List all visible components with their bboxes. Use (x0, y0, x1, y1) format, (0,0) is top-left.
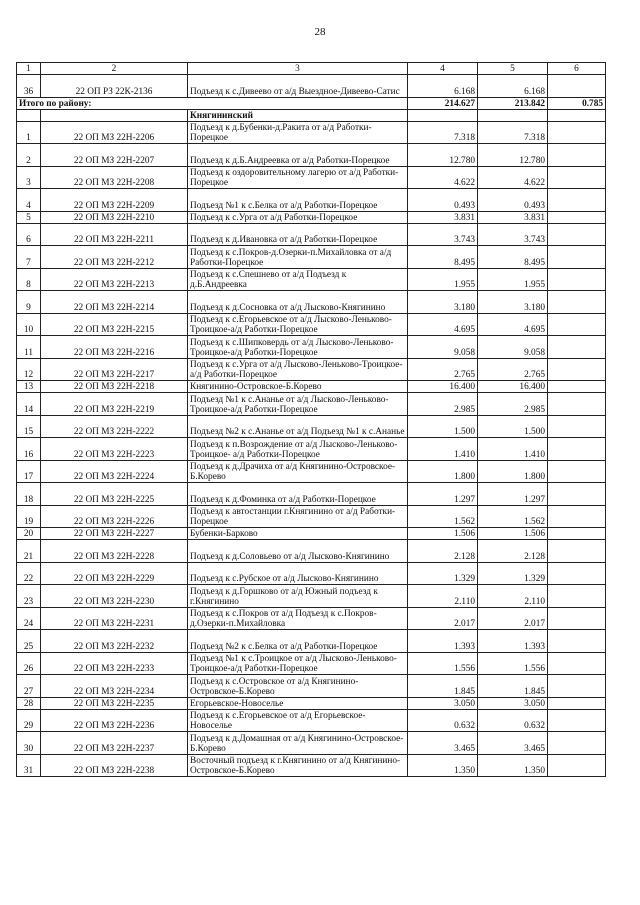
length-col6 (548, 166, 606, 189)
road-code: 22 ОП МЗ 22Н-2213 (41, 268, 188, 291)
length-col6 (548, 313, 606, 336)
road-code: 22 ОП МЗ 22Н-2208 (41, 166, 188, 189)
length-col4: 9.058 (408, 336, 478, 359)
row-number: 22 (17, 562, 41, 585)
table-header-row (17, 63, 606, 75)
table-row (17, 754, 606, 777)
road-code: 22 ОП МЗ 22Н-2225 (41, 483, 188, 506)
length-col6 (548, 438, 606, 461)
table-row (17, 675, 606, 698)
length-col4: 4.622 (408, 166, 478, 189)
length-col4: 2.128 (408, 540, 478, 563)
length-col4: 1.556 (408, 652, 478, 675)
column-number-header: 4 (408, 63, 478, 75)
length-col4: 1.393 (408, 630, 478, 653)
table-row (17, 732, 606, 755)
length-col4: 4.695 (408, 313, 478, 336)
length-col4: 7.318 (408, 121, 478, 144)
length-col4: 16.400 (408, 381, 478, 393)
road-code: 22 ОП МЗ 22Н-2231 (41, 607, 188, 630)
table-row (17, 313, 606, 336)
length-col5: 2.128 (478, 540, 548, 563)
length-col5: 1.800 (478, 460, 548, 483)
column-number-header: 5 (478, 63, 548, 75)
road-name: Восточный подъезд к г.Княгинино от а/д Княгинино-Островское-Б.Корево (188, 754, 408, 777)
road-name: Подъезд №1 к с.Ананье от а/д Лысково-Леньково-Троицкое-а/д Работки-Порецкое (188, 393, 408, 416)
table-row (17, 483, 606, 506)
road-code: 22 ОП МЗ 22Н-2229 (41, 562, 188, 585)
length-col6 (548, 607, 606, 630)
table-row (17, 697, 606, 709)
length-col6 (548, 562, 606, 585)
length-col5: 3.050 (478, 697, 548, 709)
length-col6 (548, 189, 606, 212)
row-number: 8 (17, 268, 41, 291)
row-number: 11 (17, 336, 41, 359)
row-number: 19 (17, 505, 41, 528)
row-number: 20 (17, 528, 41, 540)
length-col5: 4.622 (478, 166, 548, 189)
total-length-col4: 214.627 (408, 97, 478, 109)
table-row (17, 460, 606, 483)
row-number: 21 (17, 540, 41, 563)
table-row (17, 144, 606, 167)
road-code: 22 ОП МЗ 22Н-2228 (41, 540, 188, 563)
row-number: 14 (17, 393, 41, 416)
length-col4: 0.493 (408, 189, 478, 212)
table-row (17, 393, 606, 416)
district-name: Княгининский (188, 109, 408, 121)
row-number: 28 (17, 697, 41, 709)
length-col5: 2.985 (478, 393, 548, 416)
length-col6 (548, 675, 606, 698)
length-col4: 1.506 (408, 528, 478, 540)
row-number: 17 (17, 460, 41, 483)
empty-cell (41, 109, 188, 121)
road-code: 22 ОП МЗ 22Н-2206 (41, 121, 188, 144)
length-col6 (548, 211, 606, 223)
road-name: Княгинино-Островское-Б.Корево (188, 381, 408, 393)
length-col4: 1.297 (408, 483, 478, 506)
road-name: Подъезд к с.Егорьевское от а/д Егорьевское-Новоселье (188, 709, 408, 732)
length-col4: 3.180 (408, 291, 478, 314)
row-number: 7 (17, 246, 41, 269)
length-col4: 2.765 (408, 358, 478, 381)
length-col6 (548, 505, 606, 528)
length-col5: 3.743 (478, 223, 548, 246)
road-code: 22 ОП МЗ 22Н-2237 (41, 732, 188, 755)
road-name: Подъезд к с.Покров от а/д Подъезд к с.Покров-д.Озерки-п.Михайловка (188, 607, 408, 630)
road-code: 22 ОП МЗ 22Н-2238 (41, 754, 188, 777)
length-col5: 8.495 (478, 246, 548, 269)
length-col5: 2.765 (478, 358, 548, 381)
empty-cell (548, 109, 606, 121)
length-col5: 9.058 (478, 336, 548, 359)
road-name: Подъезд к д.Драчиха от а/д Княгинино-Островское-Б.Корево (188, 460, 408, 483)
road-name: Подъезд №1 к с.Белка от а/д Работки-Порецкое (188, 189, 408, 212)
row-number: 6 (17, 223, 41, 246)
table-row (17, 505, 606, 528)
empty-cell (478, 109, 548, 121)
table-row (17, 246, 606, 269)
length-col6 (548, 246, 606, 269)
road-name: Подъезд к с.Рубское от а/д Лысково-Княгинино (188, 562, 408, 585)
road-name: Подъезд к п.Возрождение от а/д Лысково-Леньково-Троицкое- а/д Работки-Порецкое (188, 438, 408, 461)
length-col6 (548, 697, 606, 709)
row-number: 30 (17, 732, 41, 755)
road-name: Егорьевское-Новоселье (188, 697, 408, 709)
road-code: 22 ОП МЗ 22Н-2235 (41, 697, 188, 709)
length-col4: 2.110 (408, 585, 478, 608)
road-name: Бубенки-Барково (188, 528, 408, 540)
road-code: 22 ОП МЗ 22Н-2219 (41, 393, 188, 416)
length-col6 (548, 381, 606, 393)
length-col6 (548, 630, 606, 653)
length-col5: 3.831 (478, 211, 548, 223)
road-name: Подъезд к д.Бубенки-д.Ракита от а/д Работки-Порецкое (188, 121, 408, 144)
length-col6 (548, 223, 606, 246)
length-col5: 1.506 (478, 528, 548, 540)
road-code: 22 ОП МЗ 22Н-2222 (41, 415, 188, 438)
table-row (17, 211, 606, 223)
road-name: Подъезд к с.Островское от а/д Княгинино-Островское-Б.Корево (188, 675, 408, 698)
length-col6 (548, 393, 606, 416)
row-number: 15 (17, 415, 41, 438)
length-col4: 1.562 (408, 505, 478, 528)
district-total-row (17, 97, 606, 109)
row-number: 12 (17, 358, 41, 381)
road-name: Подъезд к с.Покров-д.Озерки-п.Михайловка от а/д Работки-Порецкое (188, 246, 408, 269)
road-name: Подъезд №2 к с.Ананье от а/д Подъезд №1 к с.Ананье (188, 415, 408, 438)
table-row (17, 562, 606, 585)
length-col5: 1.393 (478, 630, 548, 653)
total-label: Итого по району: (17, 97, 408, 109)
road-name: Подъезд к с.Дивеево от а/д Выездное-Дивеево-Сатис (188, 75, 408, 98)
road-name: Подъезд к с.Спешнево от а/д Подъезд к д.Б.Андреевка (188, 268, 408, 291)
road-code: 22 ОП МЗ 22Н-2217 (41, 358, 188, 381)
empty-cell (408, 109, 478, 121)
length-col6 (548, 144, 606, 167)
road-name: Подъезд к д.Б.Андреевка от а/д Работки-Порецкое (188, 144, 408, 167)
length-col6 (548, 528, 606, 540)
table-row (17, 652, 606, 675)
table-row (17, 291, 606, 314)
length-col5: 1.556 (478, 652, 548, 675)
length-col4: 1.350 (408, 754, 478, 777)
length-col4: 1.500 (408, 415, 478, 438)
row-number: 36 (17, 75, 41, 98)
length-col5: 3.465 (478, 732, 548, 755)
road-code: 22 ОП МЗ 22Н-2230 (41, 585, 188, 608)
table-row (17, 607, 606, 630)
length-col5: 3.180 (478, 291, 548, 314)
length-col6 (548, 709, 606, 732)
road-name: Подъезд к д.Ивановка от а/д Работки-Порецкое (188, 223, 408, 246)
road-name: Подъезд к д.Горшково от а/д Южный подъезд к г.Княгинино (188, 585, 408, 608)
length-col4: 1.955 (408, 268, 478, 291)
length-col5: 6.168 (478, 75, 548, 98)
length-col5: 16.400 (478, 381, 548, 393)
table-row (17, 121, 606, 144)
length-col5: 0.493 (478, 189, 548, 212)
length-col4: 3.831 (408, 211, 478, 223)
length-col4: 1.845 (408, 675, 478, 698)
table-row (17, 223, 606, 246)
row-number: 2 (17, 144, 41, 167)
road-code: 22 ОП РЗ 22К-2136 (41, 75, 188, 98)
road-code: 22 ОП МЗ 22Н-2211 (41, 223, 188, 246)
length-col6 (548, 268, 606, 291)
road-code: 22 ОП МЗ 22Н-2226 (41, 505, 188, 528)
road-code: 22 ОП МЗ 22Н-2236 (41, 709, 188, 732)
table-row (17, 528, 606, 540)
row-number: 16 (17, 438, 41, 461)
page-number: 28 (314, 26, 326, 38)
road-code: 22 ОП МЗ 22Н-2209 (41, 189, 188, 212)
length-col4: 6.168 (408, 75, 478, 98)
road-name: Подъезд к с.Урга от а/д Лысково-Леньково-Троицкое-а/д Работки-Порецкое (188, 358, 408, 381)
road-code: 22 ОП МЗ 22Н-2214 (41, 291, 188, 314)
column-number-header: 2 (41, 63, 188, 75)
row-number: 4 (17, 189, 41, 212)
road-code: 22 ОП МЗ 22Н-2234 (41, 675, 188, 698)
column-number-header: 1 (17, 63, 41, 75)
length-col5: 4.695 (478, 313, 548, 336)
total-length-col6: 0.785 (548, 97, 606, 109)
table-row (17, 630, 606, 653)
length-col4: 3.050 (408, 697, 478, 709)
road-code: 22 ОП МЗ 22Н-2207 (41, 144, 188, 167)
row-number: 23 (17, 585, 41, 608)
row-number: 3 (17, 166, 41, 189)
length-col4: 2.017 (408, 607, 478, 630)
length-col5: 2.017 (478, 607, 548, 630)
length-col6 (548, 754, 606, 777)
length-col6 (548, 732, 606, 755)
road-name: Подъезд к д.Фоминка от а/д Работки-Порецкое (188, 483, 408, 506)
length-col4: 3.465 (408, 732, 478, 755)
length-col4: 2.985 (408, 393, 478, 416)
length-col5: 7.318 (478, 121, 548, 144)
table-row (17, 268, 606, 291)
road-name: Подъезд к д.Соловьево от а/д Лысково-Княгинино (188, 540, 408, 563)
length-col5: 1.845 (478, 675, 548, 698)
length-col5: 1.562 (478, 505, 548, 528)
table-row (17, 336, 606, 359)
length-col4: 12.780 (408, 144, 478, 167)
row-number: 27 (17, 675, 41, 698)
table-row (17, 75, 606, 98)
road-code: 22 ОП МЗ 22Н-2224 (41, 460, 188, 483)
road-code: 22 ОП МЗ 22Н-2218 (41, 381, 188, 393)
length-col4: 1.800 (408, 460, 478, 483)
length-col5: 1.500 (478, 415, 548, 438)
road-code: 22 ОП МЗ 22Н-2223 (41, 438, 188, 461)
length-col5: 2.110 (478, 585, 548, 608)
empty-cell (17, 109, 41, 121)
road-name: Подъезд к с.Шипковердь от а/д Лысково-Леньково-Троицкое-а/д Работки-Порецкое (188, 336, 408, 359)
row-number: 18 (17, 483, 41, 506)
length-col6 (548, 121, 606, 144)
road-name: Подъезд к д.Сосновка от а/д Лысково-Княгинино (188, 291, 408, 314)
road-name: Подъезд к оздоровительному лагерю от а/д Работки-Порецкое (188, 166, 408, 189)
table-row (17, 189, 606, 212)
row-number: 13 (17, 381, 41, 393)
road-name: Подъезд №1 к с.Троицкое от а/д Лысково-Леньково-Троицкое-а/д Работки-Порецкое (188, 652, 408, 675)
table-row (17, 166, 606, 189)
length-col6 (548, 358, 606, 381)
road-code: 22 ОП МЗ 22Н-2210 (41, 211, 188, 223)
length-col5: 0.632 (478, 709, 548, 732)
length-col6 (548, 483, 606, 506)
district-header-row (17, 109, 606, 121)
row-number: 29 (17, 709, 41, 732)
row-number: 26 (17, 652, 41, 675)
road-code: 22 ОП МЗ 22Н-2233 (41, 652, 188, 675)
table-row (17, 381, 606, 393)
road-code: 22 ОП МЗ 22Н-2215 (41, 313, 188, 336)
length-col4: 8.495 (408, 246, 478, 269)
length-col6 (548, 336, 606, 359)
column-number-header: 3 (188, 63, 408, 75)
road-code: 22 ОП МЗ 22Н-2212 (41, 246, 188, 269)
row-number: 5 (17, 211, 41, 223)
length-col6 (548, 291, 606, 314)
length-col4: 1.329 (408, 562, 478, 585)
length-col6 (548, 415, 606, 438)
total-length-col5: 213.842 (478, 97, 548, 109)
length-col4: 1.410 (408, 438, 478, 461)
road-name: Подъезд №2 к с.Белка от а/д Работки-Порецкое (188, 630, 408, 653)
table-row (17, 585, 606, 608)
table-row (17, 358, 606, 381)
row-number: 1 (17, 121, 41, 144)
length-col5: 1.297 (478, 483, 548, 506)
road-code: 22 ОП МЗ 22Н-2216 (41, 336, 188, 359)
table-row (17, 709, 606, 732)
length-col5: 1.350 (478, 754, 548, 777)
length-col6 (548, 652, 606, 675)
road-name: Подъезд к с.Егорьевское от а/д Лысково-Леньково-Троицкое-а/д Работки-Порецкое (188, 313, 408, 336)
road-code: 22 ОП МЗ 22Н-2227 (41, 528, 188, 540)
length-col5: 1.955 (478, 268, 548, 291)
length-col5: 1.410 (478, 438, 548, 461)
road-name: Подъезд к автостанции г.Княгинино от а/д Работки-Порецкое (188, 505, 408, 528)
length-col6 (548, 460, 606, 483)
row-number: 31 (17, 754, 41, 777)
road-code: 22 ОП МЗ 22Н-2232 (41, 630, 188, 653)
row-number: 25 (17, 630, 41, 653)
road-name: Подъезд к д.Домашная от а/д Княгинино-Островское-Б.Корево (188, 732, 408, 755)
road-register-table (16, 62, 606, 777)
length-col5: 1.329 (478, 562, 548, 585)
length-col5: 12.780 (478, 144, 548, 167)
length-col6 (548, 75, 606, 98)
table-row (17, 438, 606, 461)
row-number: 24 (17, 607, 41, 630)
length-col4: 0.632 (408, 709, 478, 732)
row-number: 9 (17, 291, 41, 314)
length-col4: 3.743 (408, 223, 478, 246)
length-col6 (548, 585, 606, 608)
length-col6 (548, 540, 606, 563)
table-row (17, 415, 606, 438)
road-name: Подъезд к с.Урга от а/д Работки-Порецкое (188, 211, 408, 223)
table-row (17, 540, 606, 563)
column-number-header: 6 (548, 63, 606, 75)
row-number: 10 (17, 313, 41, 336)
